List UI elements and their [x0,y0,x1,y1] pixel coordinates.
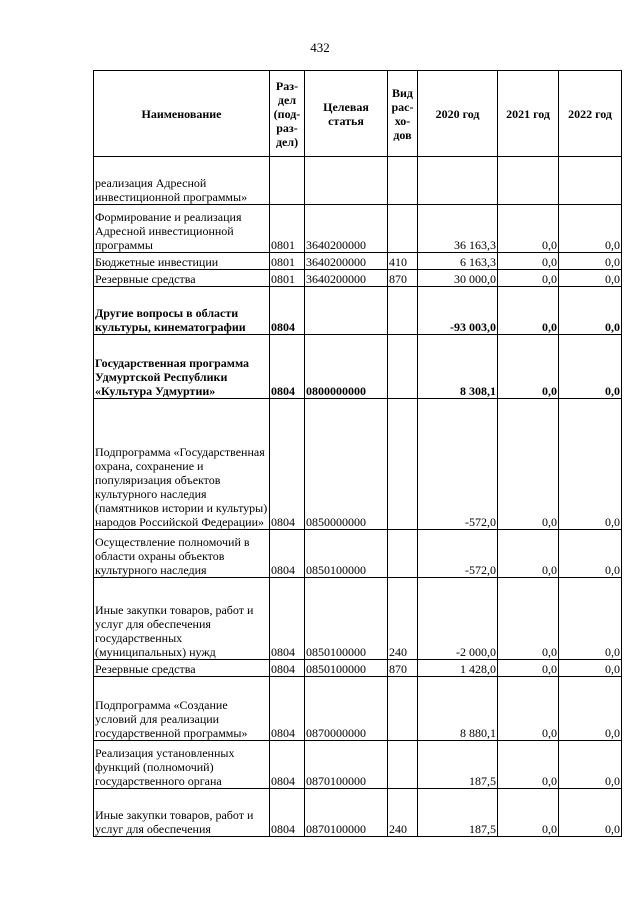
table-row [94,530,622,578]
cell-razdel: 0801 [270,205,305,253]
table-row [94,270,622,287]
header-vid: Вид рас-хо-дов [388,71,418,157]
cell-razdel: 0801 [270,270,305,287]
cell-y2021: 0,0 [498,660,559,677]
header-2022: 2022 год [559,71,622,157]
cell-y2022: 0,0 [559,741,622,789]
cell-y2020: 187,5 [418,741,498,789]
cell-name: Подпрограмма «Создание условий для реализации государственной программы» [94,677,270,741]
cell-razdel: 0804 [270,578,305,660]
cell-y2022: 0,0 [559,270,622,287]
cell-razdel: 0804 [270,789,305,837]
cell-name: Подпрограмма «Государственная охрана, сохранение и популяризация объектов культурного наследия (памятников истории и культуры) народов Российской Федерации» [94,399,270,530]
cell-y2022: 0,0 [559,789,622,837]
cell-name: Другие вопросы в области культуры, кинематографии [94,287,270,335]
cell-y2020: 1 428,0 [418,660,498,677]
table-row [94,578,622,660]
cell-y2022: 0,0 [559,677,622,741]
cell-name: Иные закупки товаров, работ и услуг для обеспечения [94,789,270,837]
cell-y2022: 0,0 [559,205,622,253]
cell-razdel [270,157,305,205]
cell-name: Бюджетные инвестиции [94,253,270,270]
cell-tsel: 0850100000 [305,578,388,660]
cell-tsel: 0850100000 [305,530,388,578]
cell-vid: 240 [388,578,418,660]
cell-name: Формирование и реализация Адресной инвестиционной программы [94,205,270,253]
cell-tsel: 0870000000 [305,677,388,741]
header-2021: 2021 год [498,71,559,157]
cell-razdel: 0804 [270,399,305,530]
cell-vid [388,335,418,399]
cell-razdel: 0804 [270,335,305,399]
cell-name: Осуществление полномочий в области охраны объектов культурного наследия [94,530,270,578]
cell-y2020: -93 003,0 [418,287,498,335]
table-row [94,399,622,530]
cell-y2020: -572,0 [418,399,498,530]
cell-y2021: 0,0 [498,741,559,789]
cell-vid [388,399,418,530]
cell-y2021: 0,0 [498,789,559,837]
table-row [94,253,622,270]
cell-y2020: 6 163,3 [418,253,498,270]
cell-tsel: 0800000000 [305,335,388,399]
header-name: Наименование [94,71,270,157]
cell-vid: 870 [388,660,418,677]
cell-y2020: 36 163,3 [418,205,498,253]
cell-name: реализация Адресной инвестиционной программы» [94,157,270,205]
cell-name: Иные закупки товаров, работ и услуг для обеспечения государственных (муниципальных) нужд [94,578,270,660]
cell-razdel: 0804 [270,660,305,677]
cell-y2020: 8 880,1 [418,677,498,741]
cell-vid [388,157,418,205]
cell-y2021: 0,0 [498,530,559,578]
cell-y2021 [498,157,559,205]
cell-y2021: 0,0 [498,399,559,530]
header-razdel: Раз-дел (под-раз-дел) [270,71,305,157]
cell-y2022 [559,157,622,205]
cell-name: Реализация установленных функций (полномочий) государственного органа [94,741,270,789]
table-row [94,789,622,837]
cell-y2020 [418,157,498,205]
cell-y2021: 0,0 [498,253,559,270]
cell-y2020: 30 000,0 [418,270,498,287]
header-2020: 2020 год [418,71,498,157]
cell-y2021: 0,0 [498,578,559,660]
cell-tsel: 3640200000 [305,205,388,253]
table-header-row [94,71,622,157]
cell-y2022: 0,0 [559,530,622,578]
table-row [94,677,622,741]
cell-tsel [305,157,388,205]
cell-tsel: 3640200000 [305,253,388,270]
cell-tsel [305,287,388,335]
cell-y2022: 0,0 [559,399,622,530]
cell-y2021: 0,0 [498,270,559,287]
cell-vid [388,205,418,253]
cell-y2021: 0,0 [498,287,559,335]
cell-vid: 240 [388,789,418,837]
cell-razdel: 0804 [270,287,305,335]
cell-y2020: 187,5 [418,789,498,837]
cell-vid [388,677,418,741]
cell-y2021: 0,0 [498,205,559,253]
header-tsel: Целевая статья [305,71,388,157]
cell-y2020: -2 000,0 [418,578,498,660]
table-row [94,741,622,789]
cell-tsel: 0850100000 [305,660,388,677]
page-number: 432 [310,40,330,55]
cell-vid [388,741,418,789]
cell-y2022: 0,0 [559,660,622,677]
cell-tsel: 0850000000 [305,399,388,530]
cell-y2022: 0,0 [559,253,622,270]
cell-name: Резервные средства [94,660,270,677]
table-row [94,287,622,335]
cell-y2022: 0,0 [559,335,622,399]
cell-razdel: 0801 [270,253,305,270]
cell-vid [388,287,418,335]
cell-name: Государственная программа Удмуртской Республики «Культура Удмуртии» [94,335,270,399]
cell-razdel: 0804 [270,530,305,578]
cell-y2022: 0,0 [559,287,622,335]
cell-y2020: 8 308,1 [418,335,498,399]
table-row [94,205,622,253]
table-row [94,157,622,205]
cell-y2021: 0,0 [498,335,559,399]
cell-vid [388,530,418,578]
cell-tsel: 0870100000 [305,789,388,837]
cell-tsel: 0870100000 [305,741,388,789]
cell-razdel: 0804 [270,741,305,789]
cell-y2020: -572,0 [418,530,498,578]
budget-table [93,70,622,837]
cell-vid: 870 [388,270,418,287]
cell-y2022: 0,0 [559,578,622,660]
cell-y2021: 0,0 [498,677,559,741]
cell-tsel: 3640200000 [305,270,388,287]
table-row [94,660,622,677]
cell-razdel: 0804 [270,677,305,741]
table-row [94,335,622,399]
cell-vid: 410 [388,253,418,270]
cell-name: Резервные средства [94,270,270,287]
